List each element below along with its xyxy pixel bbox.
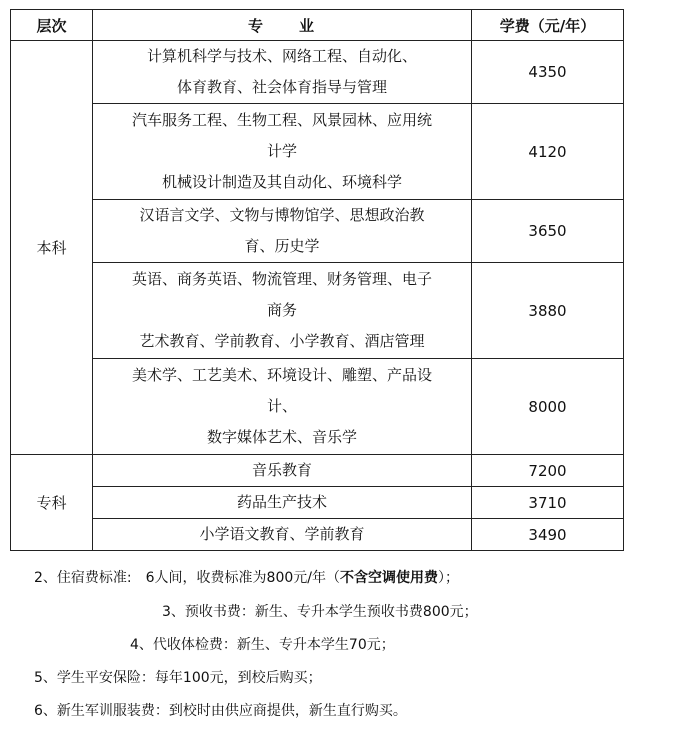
note-text: ）； [437,570,459,586]
note-accommodation [34,567,459,587]
fee-cell: 3710 [472,487,624,519]
major-line: 育、历史学 [244,237,320,255]
major-cell [93,41,472,104]
fee-cell: 4120 [472,104,624,200]
fee-cell: 3490 [472,519,624,551]
major-line: 艺术教育、学前教育、小学教育、酒店管理 [139,332,425,350]
major-line: 商务 [266,301,297,319]
note-insurance: 5、学生平安保险：每年100元，到校后购买； [34,670,322,686]
fee-cell: 8000 [472,359,624,455]
level-undergrad: 本科 [11,41,93,455]
major-line: 汉语言文学、文物与博物馆学、思想政治教 [139,206,425,224]
major-line: 英语、商务英语、物流管理、财务管理、电子 [131,270,432,288]
table-row [11,519,624,551]
major-cell: 音乐教育 [93,455,472,487]
table-row [11,487,624,519]
fee-table [10,9,624,551]
table-row [11,200,624,263]
level-college: 专科 [11,455,93,551]
major-line: 汽车服务工程、生物工程、风景园林、应用统 [131,111,432,129]
table-row [11,263,624,359]
header-fee: 学费（元/年） [472,10,624,41]
major-cell [93,200,472,263]
major-cell [93,263,472,359]
major-cell [93,359,472,455]
note-military-uniform: 6、新生军训服装费：到校时由供应商提供，新生直行购买。 [34,703,407,719]
major-cell [93,104,472,200]
major-line: 计、 [266,397,297,415]
fee-cell: 3650 [472,200,624,263]
major-cell: 药品生产技术 [93,487,472,519]
major-line: 体育教育、社会体育指导与管理 [176,78,387,96]
note-medical-exam: 4、代收体检费：新生、专升本学生70元； [130,637,395,653]
major-line: 数字媒体艺术、音乐学 [206,428,357,446]
note-books: 3、预收书费：新生、专升本学生预收书费800元； [162,604,478,620]
table-row [11,455,624,487]
major-line: 美术学、工艺美术、环境设计、雕塑、产品设 [131,366,432,384]
header-level: 层次 [11,10,93,41]
header-major: 专 业 [93,10,472,41]
major-line: 计算机科学与技术、网络工程、自动化、 [146,47,417,65]
major-line: 机械设计制造及其自动化、环境科学 [161,173,402,191]
fee-cell: 4350 [472,41,624,104]
table-row [11,104,624,200]
table-row [11,41,624,104]
table-row [11,359,624,455]
note-text: 2、住宿费标准: 6人间，收费标准为800元/年（ [34,570,340,586]
major-cell: 小学语文教育、学前教育 [93,519,472,551]
major-line: 计学 [266,142,297,160]
fee-cell: 7200 [472,455,624,487]
note-emphasis: 不含空调使用费 [339,570,438,586]
fee-cell: 3880 [472,263,624,359]
table-header-row [11,10,624,41]
